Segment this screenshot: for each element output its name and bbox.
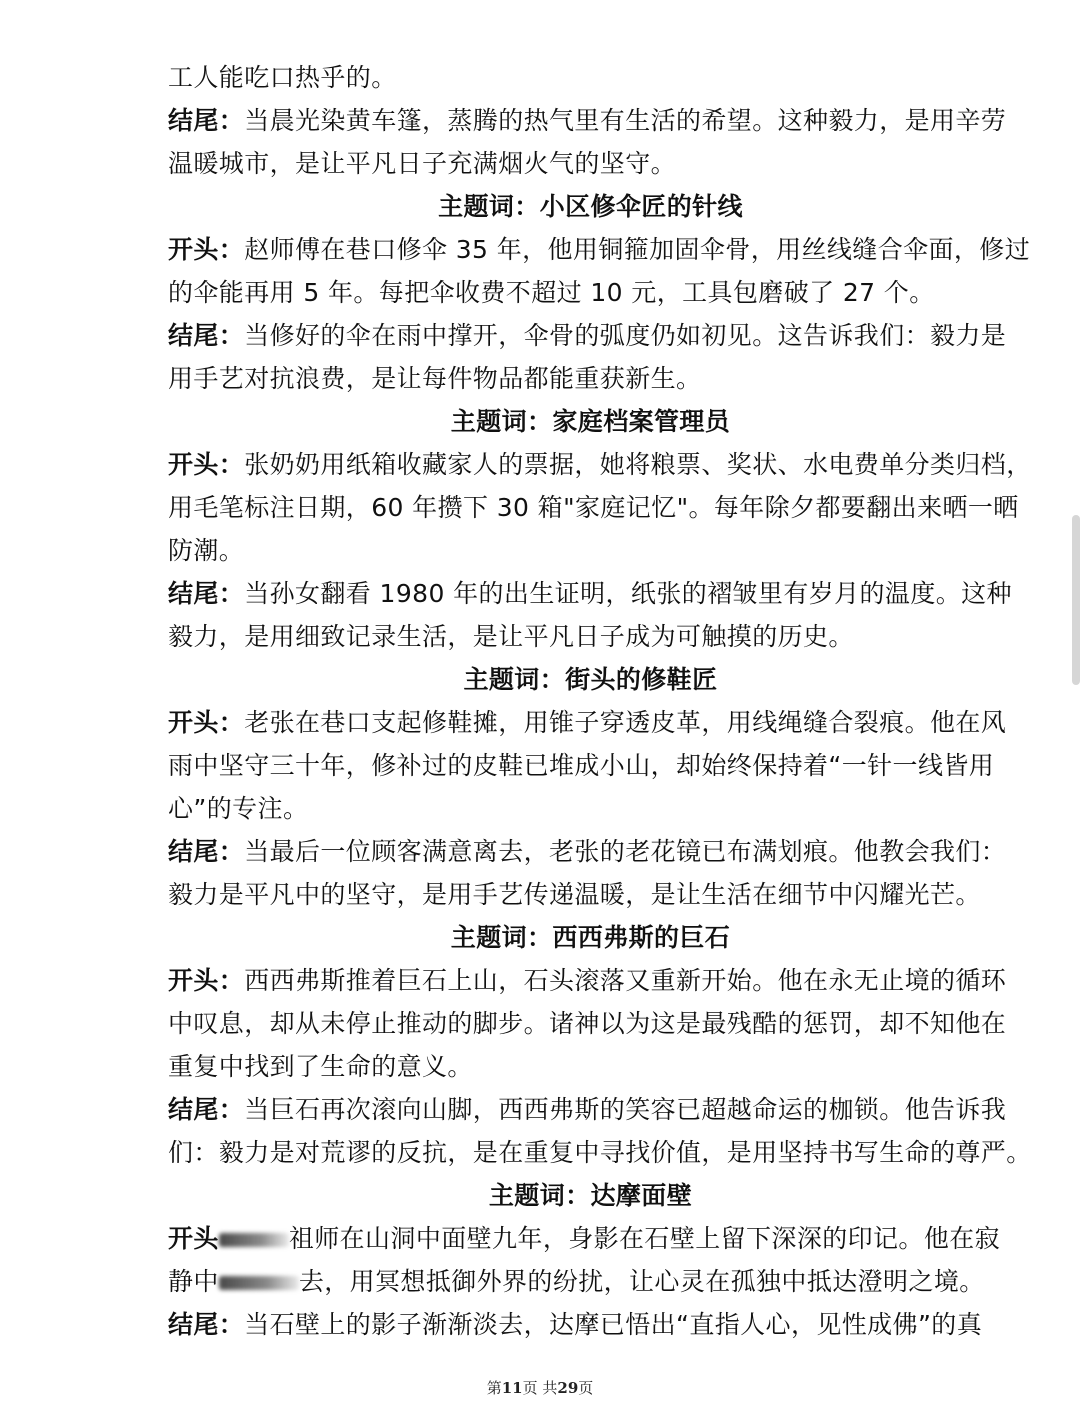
paragraph-line: 工人能吃口热乎的。 bbox=[168, 63, 397, 92]
ending-line: 结尾：当晨光染黄车篷，蒸腾的热气里有生活的希望。这种毅力，是用辛劳 bbox=[168, 106, 1007, 135]
ending-label: 结尾： bbox=[168, 579, 245, 608]
ending-line: 结尾：当巨石再次滚向山脚，西西弗斯的笑容已超越命运的枷锁。他告诉我 bbox=[168, 1095, 1007, 1124]
opening-label: 开头： bbox=[168, 450, 245, 479]
ending-label: 结尾： bbox=[168, 321, 245, 350]
paragraph-line: 雨中坚守三十年，修补过的皮鞋已堆成小山，却始终保持着“一针一线皆用 bbox=[168, 751, 995, 780]
document-page bbox=[168, 56, 1032, 1346]
ending-line: 结尾：当修好的伞在雨中撑开，伞骨的弧度仍如初见。这告诉我们：毅力是 bbox=[168, 321, 1007, 350]
opening-label: 开头： bbox=[168, 708, 245, 737]
topic-heading: 主题词：小区修伞匠的针线 bbox=[438, 192, 743, 221]
opening-label: 开头： bbox=[168, 966, 245, 995]
topic-heading: 主题词：达摩面壁 bbox=[488, 1181, 693, 1210]
ending-line: 结尾：当孙女翻看 1980 年的出生证明，纸张的褶皱里有岁月的温度。这种 bbox=[168, 579, 1012, 608]
paragraph-line: 心”的专注。 bbox=[168, 794, 309, 823]
scrollbar-thumb[interactable] bbox=[1072, 515, 1080, 685]
paragraph-line: 重复中找到了生命的意义。 bbox=[168, 1052, 473, 1081]
opening-line: 开头：老张在巷口支起修鞋摊，用锥子穿透皮革，用线绳缝合裂痕。他在风 bbox=[168, 708, 1007, 737]
opening-line: 开头：张奶奶用纸箱收藏家人的票据，她将粮票、奖状、水电费单分类归档， bbox=[168, 450, 1032, 479]
topic-heading: 主题词：街头的修鞋匠 bbox=[463, 665, 718, 694]
paragraph-line: 毅力是平凡中的坚守，是用手艺传递温暖，是让生活在细节中闪耀光芒。 bbox=[168, 880, 981, 909]
opening-line: 开头：赵师傅在巷口修伞 35 年，他用铜箍加固伞骨，用丝线缝合伞面，修过 bbox=[168, 235, 1031, 264]
paragraph-line: 静中 去，用冥想抵御外界的纷扰，让心灵在孤独中抵达澄明之境。 bbox=[168, 1267, 985, 1296]
paragraph-line: 们：毅力是对荒谬的反抗，是在重复中寻找价值，是用坚持书写生命的尊严。 bbox=[168, 1138, 1032, 1167]
ending-label: 结尾： bbox=[168, 1095, 245, 1124]
paragraph-line: 防潮。 bbox=[168, 536, 245, 565]
opening-line: 开头：西西弗斯推着巨石上山，石头滚落又重新开始。他在永无止境的循环 bbox=[168, 966, 1007, 995]
opening-line: 开头 祖师在山洞中面壁九年，身影在石壁上留下深深的印记。他在寂 bbox=[168, 1224, 1001, 1253]
ending-label: 结尾： bbox=[168, 1310, 245, 1339]
paragraph-line: 温暖城市，是让平凡日子充满烟火气的坚守。 bbox=[168, 149, 677, 178]
redaction-blur bbox=[219, 1233, 289, 1247]
ending-line: 结尾：当最后一位顾客满意离去，老张的老花镜已布满划痕。他教会我们： bbox=[168, 837, 1007, 866]
paragraph-line: 用手艺对抗浪费，是让每件物品都能重获新生。 bbox=[168, 364, 702, 393]
paragraph-line: 用毛笔标注日期，60 年攒下 30 箱"家庭记忆"。每年除夕都要翻出来晒一晒 bbox=[168, 493, 1019, 522]
paragraph-line: 中叹息，却从未停止推动的脚步。诸神以为这是最残酷的惩罚，却不知他在 bbox=[168, 1009, 1007, 1038]
topic-heading: 主题词：西西弗斯的巨石 bbox=[450, 923, 731, 952]
redaction-blur bbox=[219, 1276, 299, 1290]
topic-heading: 主题词：家庭档案管理员 bbox=[450, 407, 731, 436]
current-page-number: 11 bbox=[501, 1379, 523, 1397]
total-page-number: 29 bbox=[557, 1379, 579, 1397]
paragraph-line: 毅力，是用细致记录生活，是让平凡日子成为可触摸的历史。 bbox=[168, 622, 854, 651]
opening-label: 开头 bbox=[168, 1224, 219, 1253]
ending-label: 结尾： bbox=[168, 106, 245, 135]
paragraph-line: 的伞能再用 5 年。每把伞收费不超过 10 元，工具包磨破了 27 个。 bbox=[168, 278, 935, 307]
ending-line: 结尾：当石壁上的影子渐渐淡去，达摩已悟出“直指人心，见性成佛”的真 bbox=[168, 1310, 983, 1339]
opening-label: 开头： bbox=[168, 235, 245, 264]
page-footer: 第11页 共29页 bbox=[486, 1379, 594, 1397]
ending-label: 结尾： bbox=[168, 837, 245, 866]
